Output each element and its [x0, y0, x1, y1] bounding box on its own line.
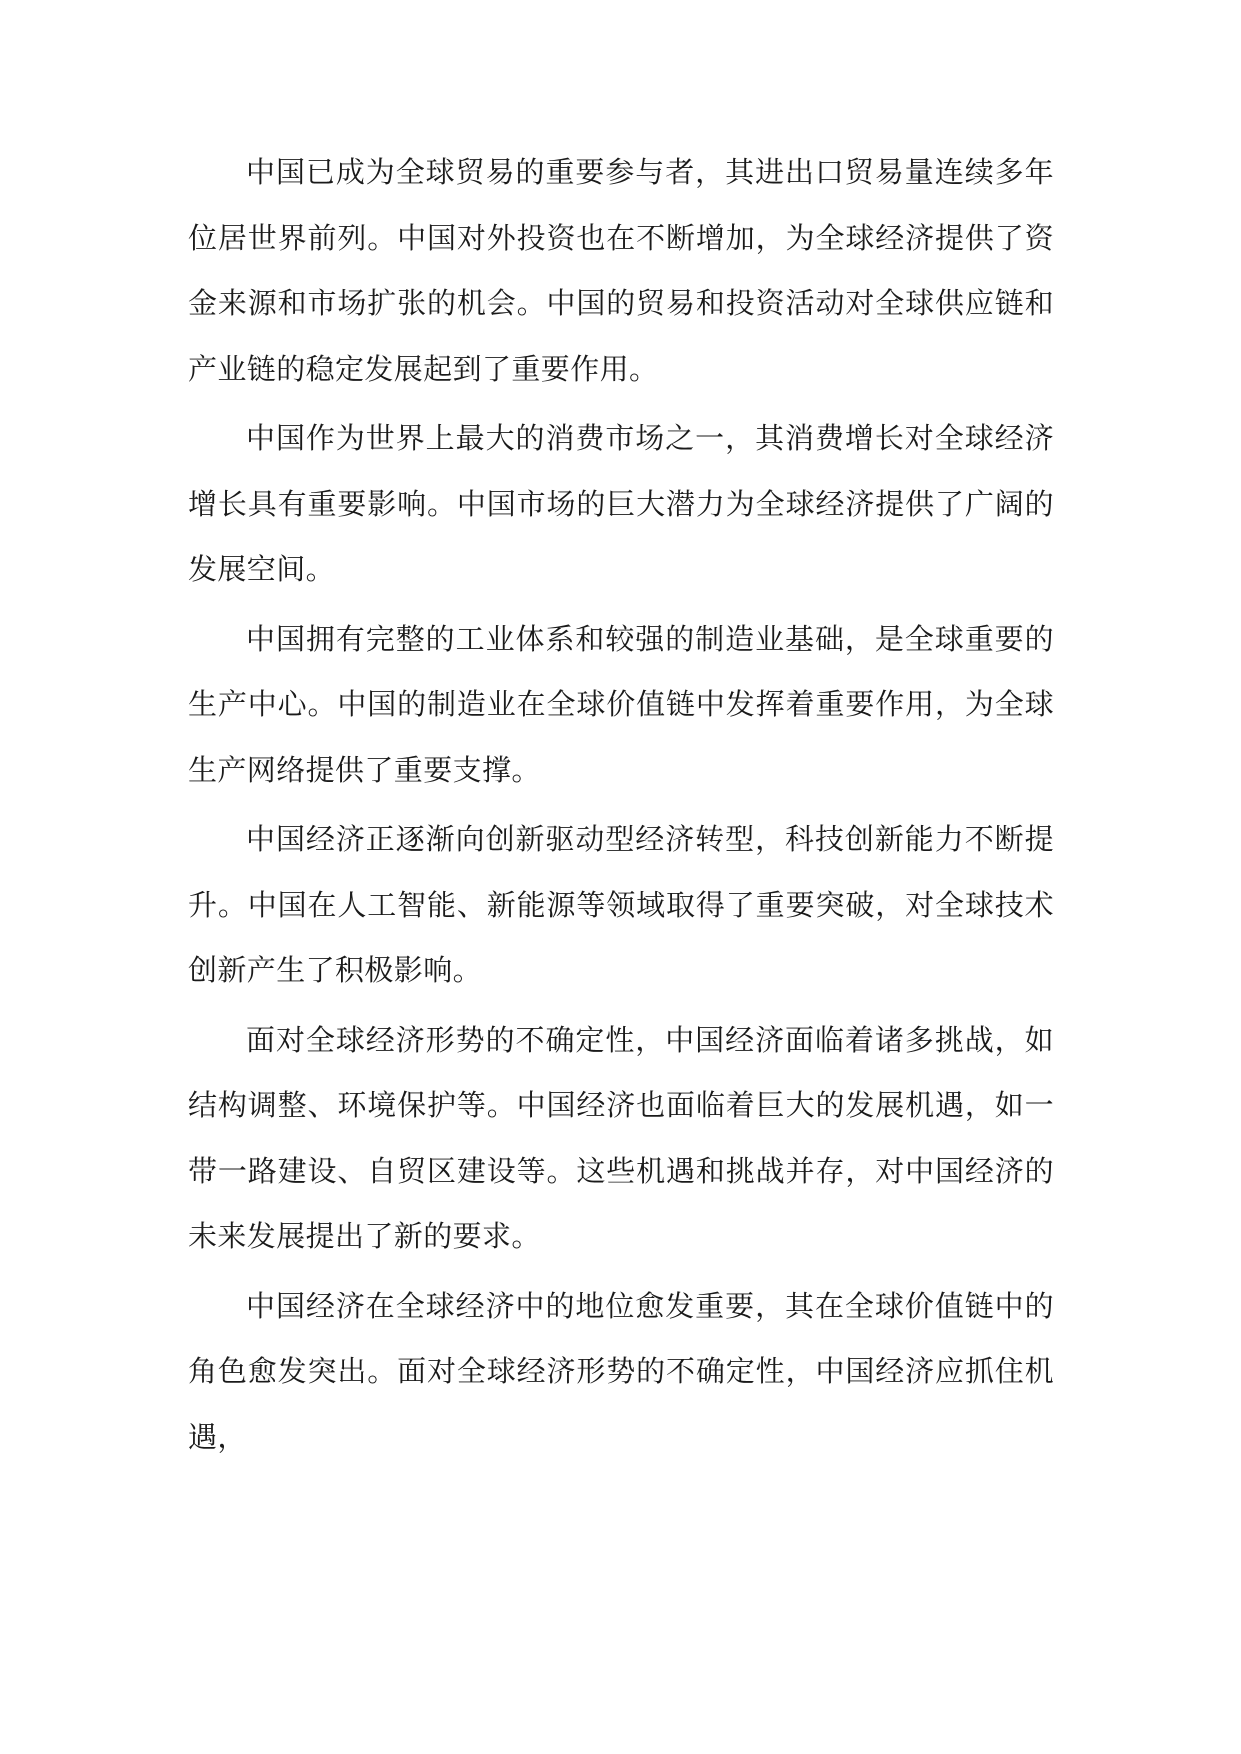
- paragraph-consumer-market: 中国作为世界上最大的消费市场之一，其消费增长对全球经济增长具有重要影响。中国市场的巨大潜力为全球经济提供了广阔的发展空间。: [188, 421, 1054, 586]
- paragraph-manufacturing: 中国拥有完整的工业体系和较强的制造业基础，是全球重要的生产中心。中国的制造业在全球价值链中发挥着重要作用，为全球生产网络提供了重要支撑。: [188, 621, 1054, 787]
- paragraph-trade-investment: 中国已成为全球贸易的重要参与者，其进出口贸易量连续多年位居世界前列。中国对外投资也在不断增加，为全球经济提供了资金来源和市场扩张的机会。中国的贸易和投资活动对全球供应链和产业链的稳定发展起到了重要作用。: [188, 155, 1054, 386]
- paragraph-challenges-opportunities: 面对全球经济形势的不确定性，中国经济面临着诸多挑战，如结构调整、环境保护等。中国经济也面临着巨大的发展机遇，如一带一路建设、自贸区建设等。这些机遇和挑战并存，对中国经济的未来发展提出了新的要求。: [188, 1022, 1054, 1253]
- document-body: [188, 140, 1054, 1470]
- paragraph-innovation: 中国经济正逐渐向创新驱动型经济转型，科技创新能力不断提升。中国在人工智能、新能源等领域取得了重要突破，对全球技术创新产生了积极影响。: [188, 822, 1054, 987]
- paragraph-global-role: 中国经济在全球经济中的地位愈发重要，其在全球价值链中的角色愈发突出。面对全球经济形势的不确定性，中国经济应抓住机遇，: [188, 1288, 1054, 1454]
